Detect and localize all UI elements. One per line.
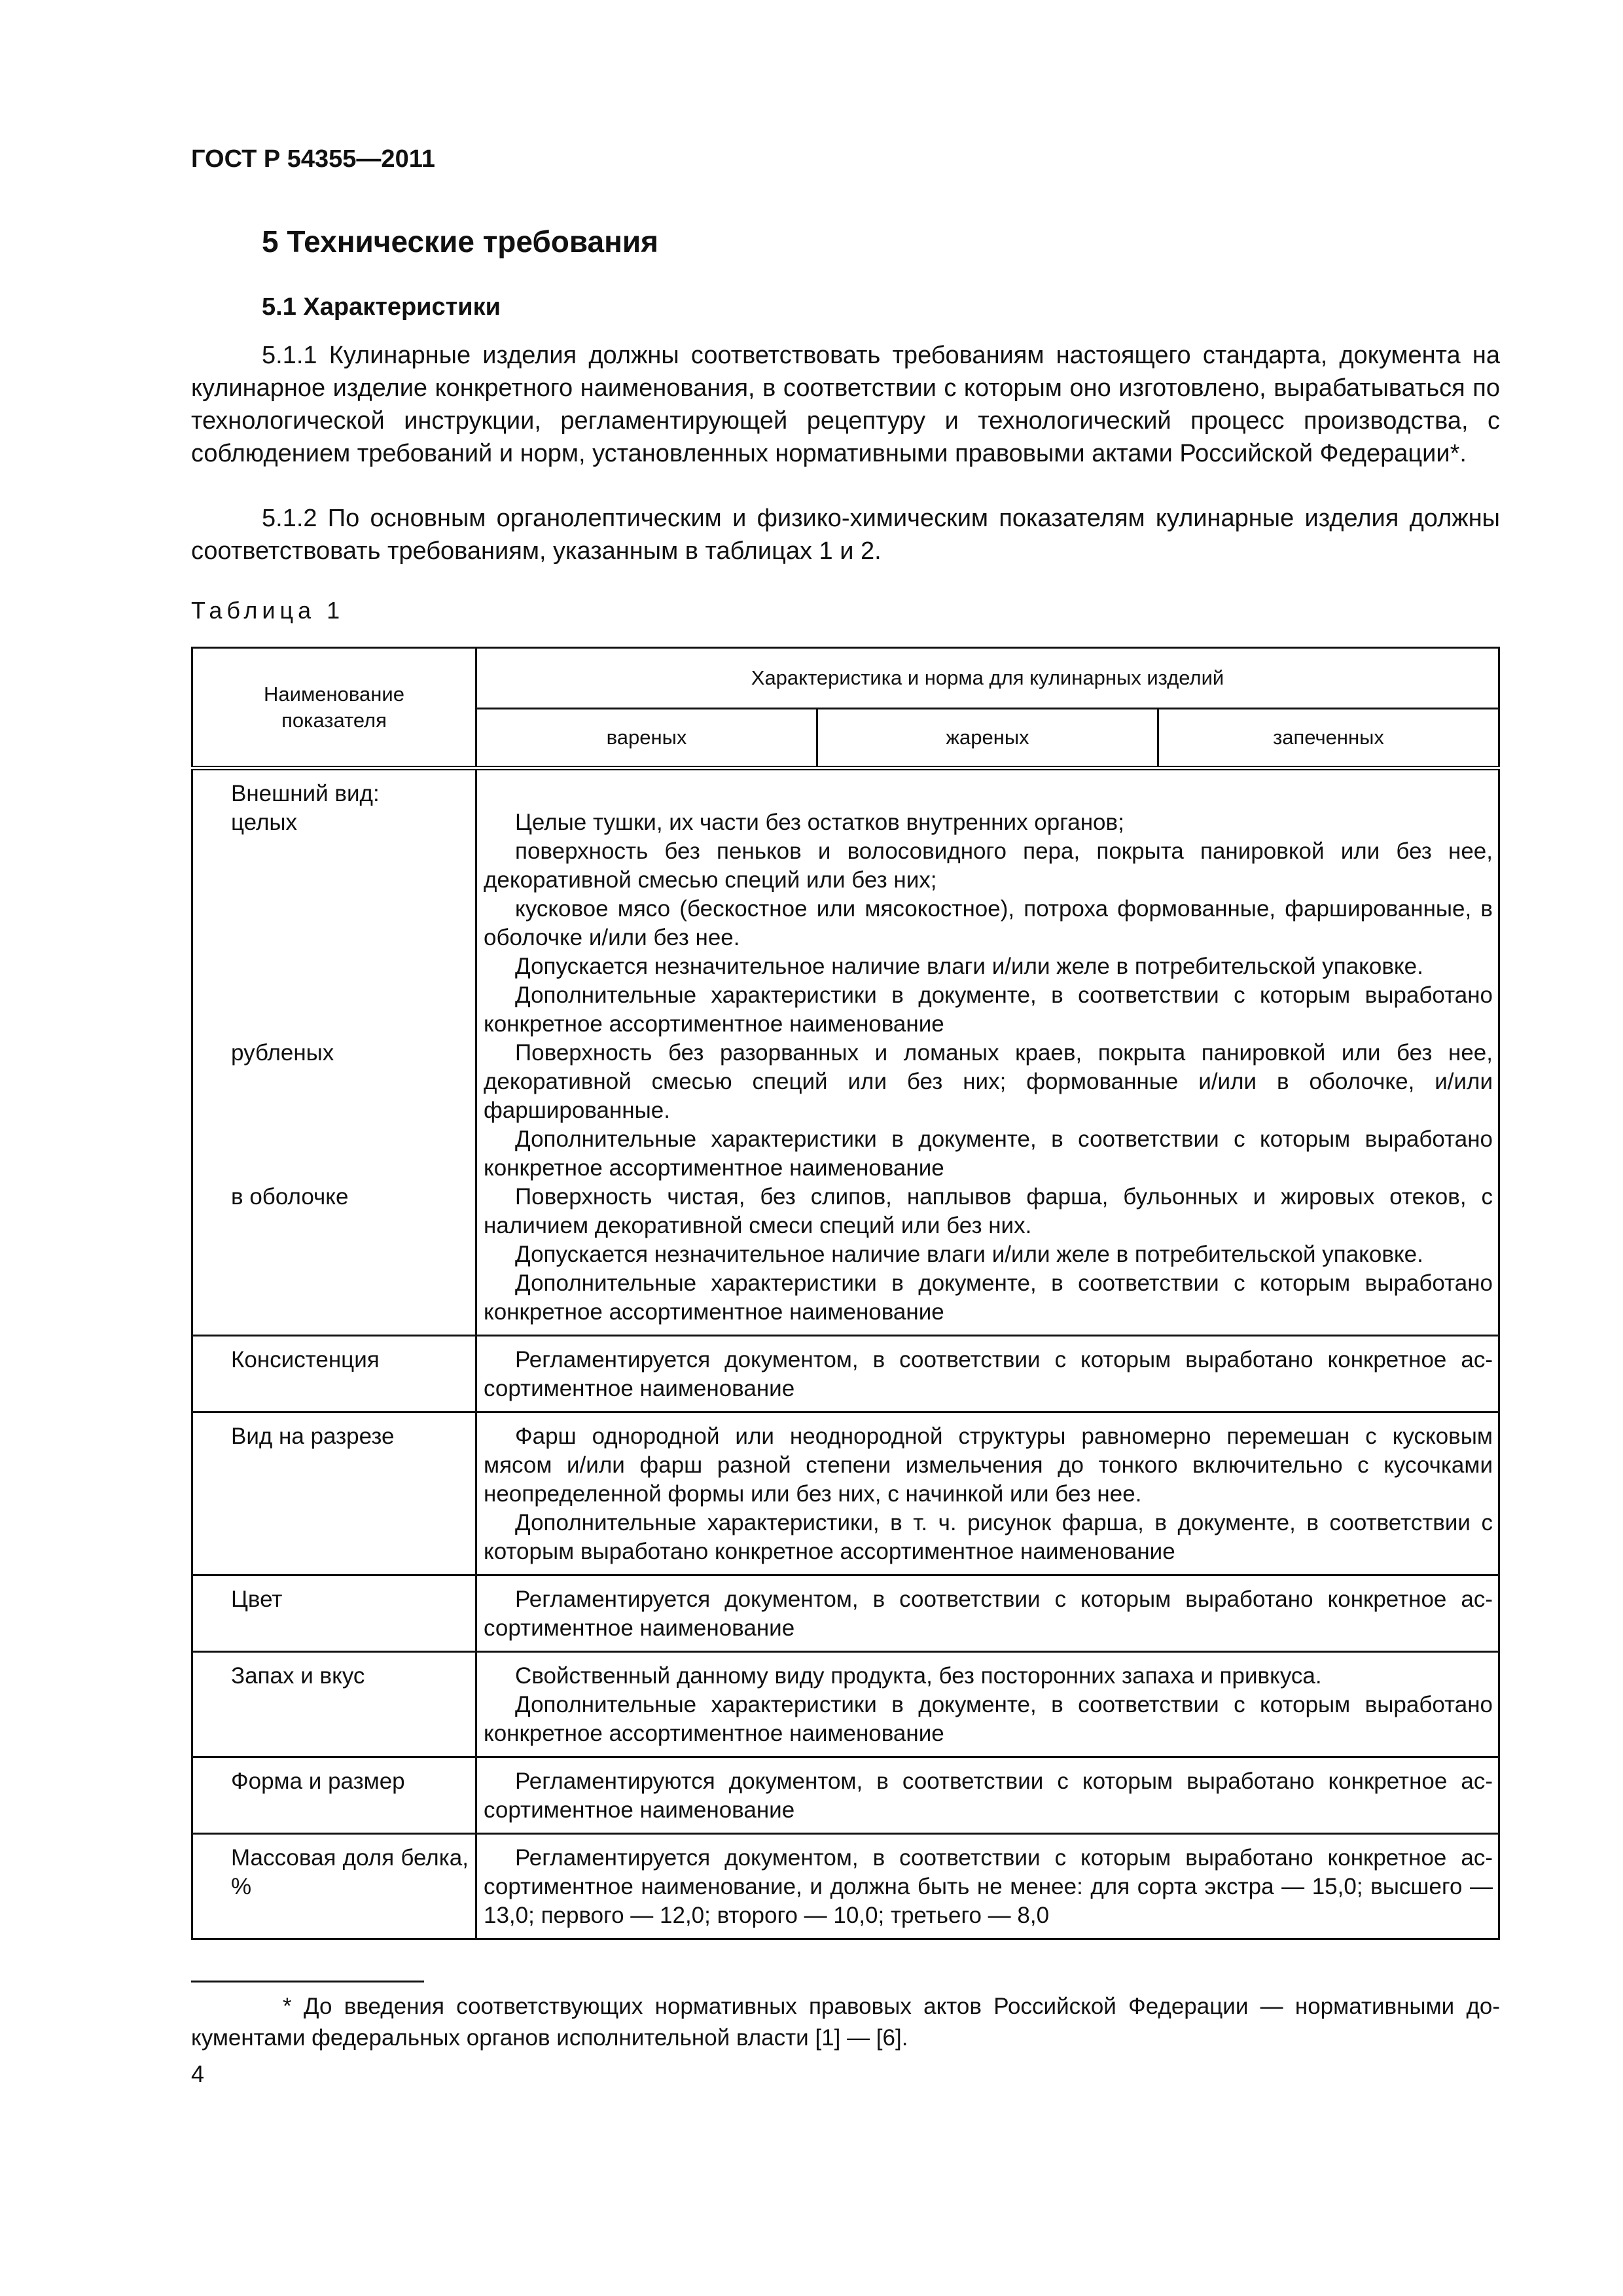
table-row — [192, 1575, 1499, 1652]
row-label: Массовая доля белка, % — [192, 1834, 476, 1939]
row-value: Фарш однородной или неоднородной структуры равномерно перемешан с кусковым мясом и/или фарш разной степени измельчения до тонкого включительно с кусочками неопределенной формы или без них, с начинкой или без нее. Дополнительные характеристики, в т. ч. рисунок фарша, в документе, в соответствии с которым выработано конкретное ассортиментное наименование — [476, 1412, 1499, 1575]
document-code: ГОСТ Р 54355—2011 — [191, 145, 435, 173]
header-boiled: вареных — [476, 709, 817, 768]
row-label: Форма и размер — [192, 1757, 476, 1834]
table-row — [192, 768, 1499, 1336]
table-row — [192, 1652, 1499, 1757]
header-baked: запеченных — [1158, 709, 1499, 768]
footnote-divider — [191, 1981, 424, 1982]
row-label: Консистенция — [192, 1336, 476, 1412]
row-value-appearance: Целые тушки, их части без остатков внутренних органов; поверхность без пеньков и волосовидного пера, покрыта панировкой или без нее, декоративной смесью специй или без них; кусковое мясо (бескостное или мясокостное), потроха формованные, фаршированные, в оболочке и/или без нее. Допускается незначительное наличие влаги и/или желе в потребительской упаковке. Дополнительные характеристики в документе, в соответствии с которым выработано конкретное ассортиментное наименование Поверхность без разорванных и ломаных краев, покрыта панировкой или без нее, декоративной смесью специй или без них; формованные и/или в оболочке, и/или фаршированные. Дополнительные характеристики в документе, в соответствии с которым выработано конкретное ассортиментное наименование Поверхность чистая, без слипов, наплывов фарша, бульонных и жировых отеков, с наличием декоративной смеси специй или без них. Допускается незначительное наличие влаги и/или желе в потребительской упаковке. Дополнительные характеристики в документе, в соответствии с которым выработано конкретное ассортиментное наименование — [476, 768, 1499, 1336]
row-value: Регламентируется документом, в соответствии с которым выработано конкретное ассортиментное наименование, и должна быть не менее: для сорта экстра — 15,0; высшего — 13,0; первого — 12,0; второго — 10,0; третьего — 8,0 — [476, 1834, 1499, 1939]
table-row — [192, 1834, 1499, 1939]
table-caption: Таблица 1 — [191, 597, 345, 624]
header-characteristic: Характеристика и норма для кулинарных изделий — [476, 648, 1499, 709]
subsection-title: 5.1 Характеристики — [262, 293, 501, 321]
paragraph-5-1-1: 5.1.1 Кулинарные изделия должны соответствовать требованиям настоящего стандарта, документа на кулинарное изделие конкретного наименования, в соответствии с которым оно изготовлено, вырабатываться по технологической инструкции, регламентирующей рецептуру и технологический процесс производства, с соблюдением требований и норм, установленных нормативными правовыми актами Российской Федерации*. — [191, 342, 1500, 467]
header-fried: жареных — [817, 709, 1158, 768]
row-label: Вид на разрезе — [192, 1412, 476, 1575]
paragraph-5-1-2: 5.1.2 По основным органолептическим и физико-химическим показателям кулинарные изделия должны соответствовать требованиям, указанным в таблицах 1 и 2. — [191, 505, 1500, 565]
row-label: Цвет — [192, 1575, 476, 1652]
row-label: Запах и вкус — [192, 1652, 476, 1757]
table-row — [192, 1757, 1499, 1834]
row-label-appearance: Внешний вид: целых рубленых в оболочке — [192, 768, 476, 1336]
row-value: Свойственный данному виду продукта, без посторонних запаха и привкуса. Дополнительные характеристики в документе, в соответствии с которым выработано конкретное ассортиментное наименование — [476, 1652, 1499, 1757]
footnote: * До введения соответствующих нормативных правовых актов Российской Федерации — нормативными документами федеральных органов исполнительной власти [1] — [6]. — [191, 1994, 1500, 2051]
table-row — [192, 1412, 1499, 1575]
section-title: 5 Технические требования — [262, 224, 658, 259]
row-value: Регламентируется документом, в соответствии с которым выработано конкретное ассортиментное наименование — [476, 1575, 1499, 1652]
header-indicator: Наименование показателя — [192, 648, 476, 768]
table-row — [192, 1336, 1499, 1412]
row-value: Регламентируются документом, в соответствии с которым выработано конкретное ассортиментное наименование — [476, 1757, 1499, 1834]
requirements-table — [191, 647, 1500, 1940]
page-number: 4 — [191, 2060, 205, 2087]
row-value: Регламентируется документом, в соответствии с которым выработано конкретное ассортиментное наименование — [476, 1336, 1499, 1412]
